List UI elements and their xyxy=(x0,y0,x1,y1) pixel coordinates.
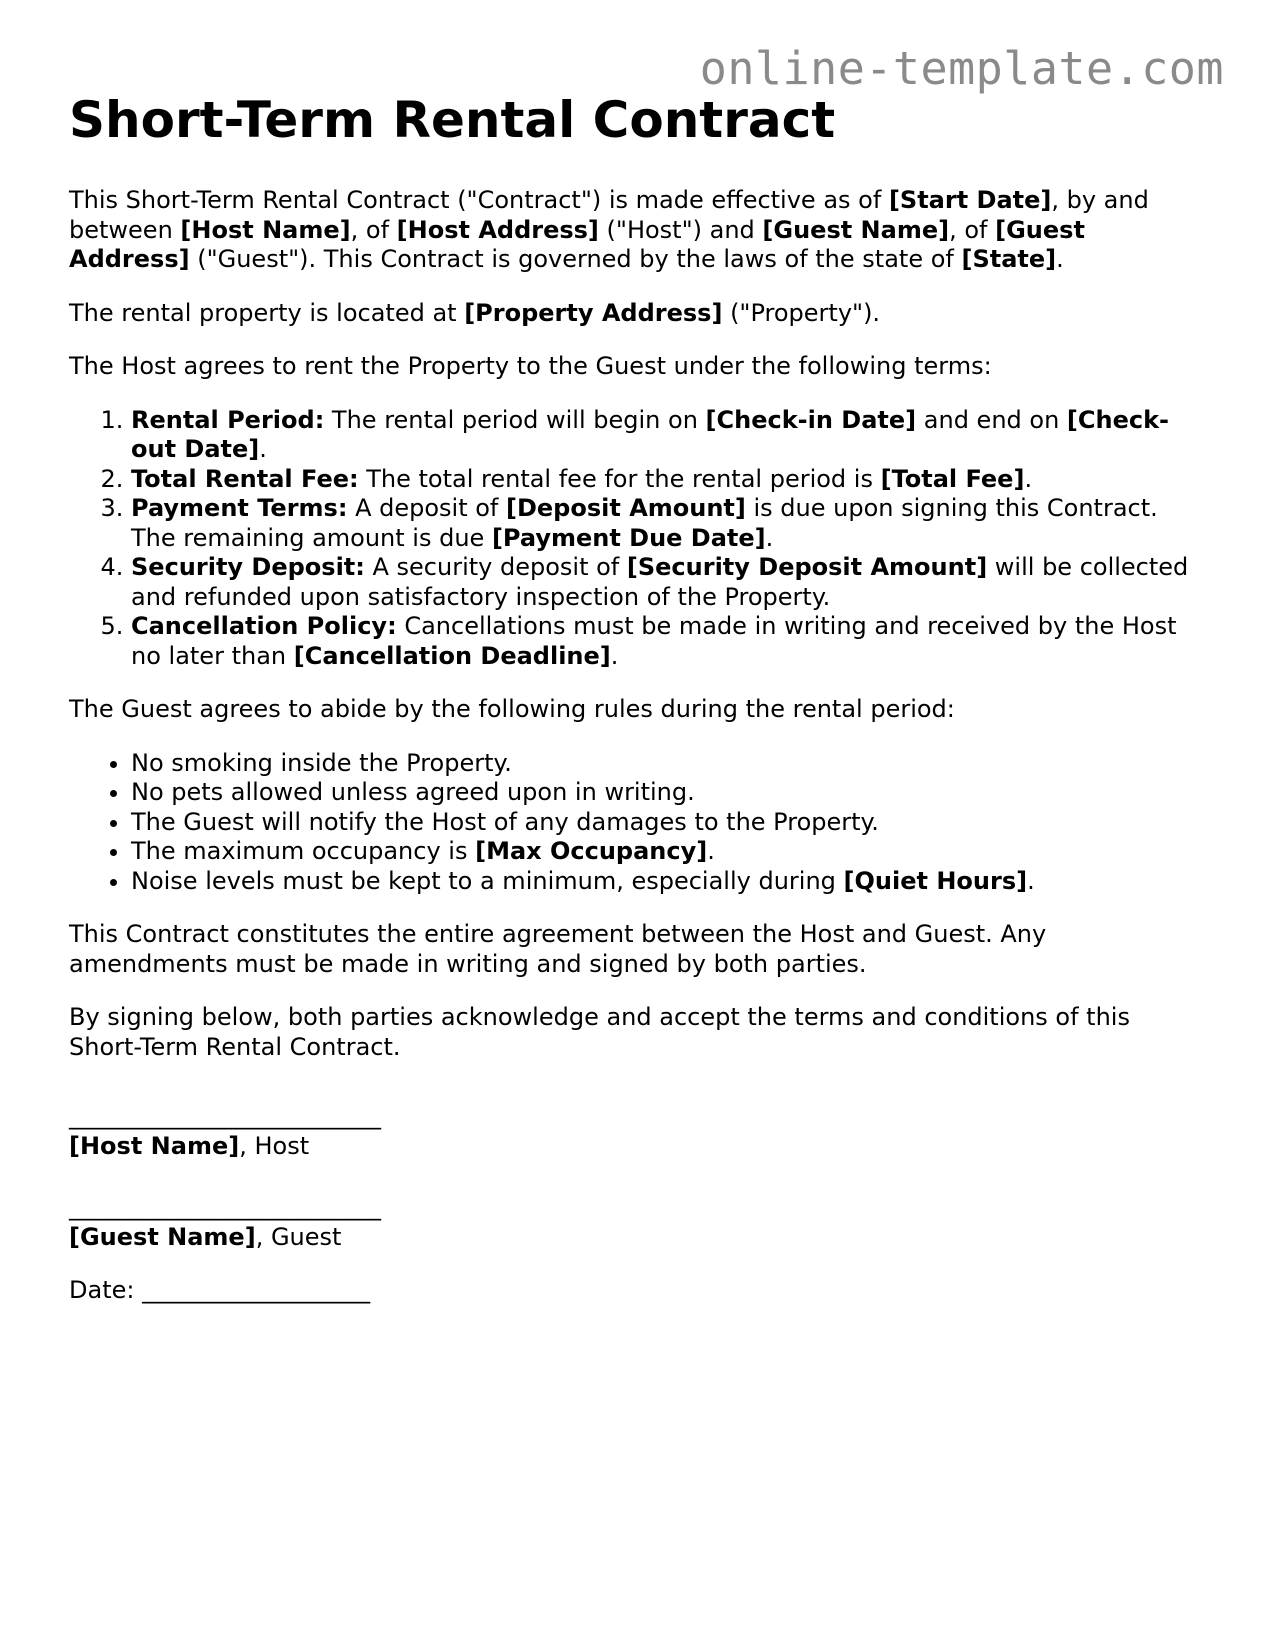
rule-text: The maximum occupancy is xyxy=(131,837,476,865)
rule-text: The Guest will notify the Host of any damages to the Property. xyxy=(131,807,879,836)
property-address-field: [Property Address] xyxy=(464,298,723,327)
acknowledge-paragraph: By signing below, both parties acknowledge and accept the terms and conditions of this Short-Term Rental Contract. xyxy=(69,1003,1130,1061)
guest-name-signature-field: [Guest Name] xyxy=(69,1222,256,1251)
rule-text: Noise levels must be kept to a minimum, especially during xyxy=(131,866,844,895)
term-text: will be collected and refunded upon satisfactory inspection of the Property. xyxy=(131,553,1189,611)
property-text-2: ("Property"). xyxy=(722,298,881,327)
intro-text-1: This Short-Term Rental Contract ("Contract") is made effective as of xyxy=(69,186,889,214)
host-signature-block xyxy=(69,1102,1209,1161)
security-deposit-amount-field: [Security Deposit Amount] xyxy=(626,553,988,581)
term-text: . xyxy=(610,641,619,670)
intro-text-3: , of xyxy=(350,215,397,244)
guest-address-field: [Guest Address] xyxy=(69,215,1085,273)
rule-text: . xyxy=(1027,866,1035,895)
term-text: Cancellations must be made in writing and received by the Host no later than xyxy=(131,612,1177,670)
guest-role-label: , Guest xyxy=(255,1222,342,1251)
date-label: Date: xyxy=(69,1276,143,1304)
watermark-text: online-template.com xyxy=(699,42,1224,95)
host-signature-line: __________________________ xyxy=(69,1102,381,1130)
host-name-signature-field: [Host Name] xyxy=(69,1131,240,1160)
term-label: Rental Period: xyxy=(131,405,325,434)
quiet-hours-field: [Quiet Hours] xyxy=(843,866,1028,895)
deposit-amount-field: [Deposit Amount] xyxy=(506,494,746,522)
term-text: The rental period will begin on xyxy=(324,405,706,434)
intro-text-7: . xyxy=(1056,245,1064,273)
term-item-security-deposit xyxy=(131,553,1209,612)
intro-text-4: ("Host") and xyxy=(598,215,763,244)
term-label: Cancellation Policy: xyxy=(131,612,397,640)
term-text: The total rental fee for the rental period is xyxy=(358,464,881,493)
property-text-1: The rental property is located at xyxy=(69,298,465,327)
document-title: Short-Term Rental Contract xyxy=(69,91,836,149)
term-item-rental-period xyxy=(131,406,1209,465)
intro-text-2: , by and between xyxy=(69,186,1149,244)
term-item-total-fee xyxy=(131,465,1209,495)
intro-text-5: , of xyxy=(949,215,996,244)
rule-item xyxy=(131,808,1209,838)
rule-item xyxy=(131,837,1209,867)
terms-list xyxy=(69,406,1209,672)
term-text: A security deposit of xyxy=(364,553,627,581)
terms-intro: The Host agrees to rent the Property to the Guest under the following terms: xyxy=(69,352,992,380)
payment-due-date-field: [Payment Due Date] xyxy=(491,523,766,552)
term-text: . xyxy=(259,435,267,463)
host-address-field: [Host Address] xyxy=(396,215,599,244)
state-field: [State] xyxy=(961,245,1057,273)
rule-text: . xyxy=(707,837,715,865)
entire-agreement-paragraph: This Contract constitutes the entire agreement between the Host and Guest. Any amendments must be made in writing and signed by both parties. xyxy=(69,920,1047,978)
contract-document xyxy=(69,88,1209,1306)
check-out-date-field: [Check-out Date] xyxy=(131,405,1170,463)
term-text: and end on xyxy=(916,405,1067,434)
check-in-date-field: [Check-in Date] xyxy=(705,405,917,434)
rule-item xyxy=(131,778,1209,808)
guest-signature-caption xyxy=(69,1223,1209,1253)
term-label: Security Deposit: xyxy=(131,553,365,581)
rule-text: No smoking inside the Property. xyxy=(131,748,512,777)
term-text: is due upon signing this Contract. The remaining amount is due xyxy=(131,494,1158,552)
rule-item xyxy=(131,867,1209,897)
rule-text: No pets allowed unless agreed upon in writing. xyxy=(131,778,695,806)
term-text: . xyxy=(1024,464,1033,493)
term-item-payment-terms xyxy=(131,494,1209,553)
guest-signature-line: __________________________ xyxy=(69,1193,381,1221)
rule-item xyxy=(131,749,1209,779)
host-name-field: [Host Name] xyxy=(180,215,351,244)
rules-list xyxy=(69,749,1209,897)
term-label: Total Rental Fee: xyxy=(131,464,359,493)
host-role-label: , Host xyxy=(239,1131,310,1160)
host-signature-caption xyxy=(69,1132,1209,1162)
term-label: Payment Terms: xyxy=(131,494,348,522)
term-item-cancellation-policy xyxy=(131,612,1209,671)
intro-text-6: ("Guest"). This Contract is governed by the laws of the state of xyxy=(189,245,962,273)
max-occupancy-field: [Max Occupancy] xyxy=(475,837,708,865)
date-blank: ___________________ xyxy=(142,1276,371,1304)
total-fee-field: [Total Fee] xyxy=(880,464,1025,493)
term-text: A deposit of xyxy=(347,494,507,522)
date-line xyxy=(69,1276,1209,1306)
guest-name-field: [Guest Name] xyxy=(762,215,950,244)
term-text: . xyxy=(765,523,774,552)
property-paragraph xyxy=(69,299,1209,329)
intro-paragraph xyxy=(69,186,1209,275)
guest-signature-block xyxy=(69,1193,1209,1252)
start-date-field: [Start Date] xyxy=(888,186,1052,214)
cancellation-deadline-field: [Cancellation Deadline] xyxy=(293,641,611,670)
rules-intro: The Guest agrees to abide by the following rules during the rental period: xyxy=(69,695,955,723)
